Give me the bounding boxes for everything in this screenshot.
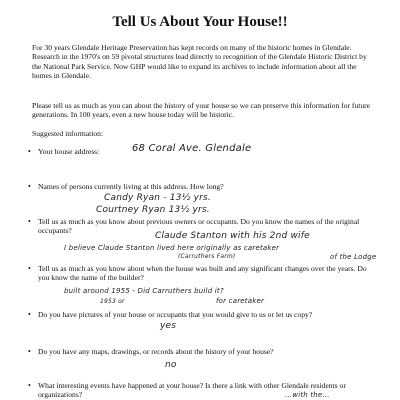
answer-maps: no [165,360,177,370]
question-text: Tell us as much as you know about when the house was built and any significant changes over the years. Do you know the name of the builder? [38,264,367,283]
question-text: Do you have pictures of your house or occupants that you would give to us or let us copy? [38,310,313,319]
bullet-icon: • [28,347,31,356]
answer-previous-1: Claude Stanton with his 2nd wife [155,231,310,241]
question-text: What interesting events have happened at your house? Is there a link with other Glendale residents or organizations? [38,381,346,400]
question-text: Names of persons currently living at this address. How long? [38,182,224,191]
bullet-icon: • [28,381,31,390]
bullet-icon: • [28,182,31,191]
answer-resident-2: Courtney Ryan 13½ yrs. [96,205,210,215]
suggested-label: Suggested information: [32,129,104,138]
answer-previous-4: of the Lodge [330,253,377,261]
answer-resident-1: Candy Ryan - 13½ yrs. [104,193,211,203]
question-text: Tell us as much as you know about previous owners or occupants. Do you know the names of the original occupants? [38,217,360,236]
answer-address: 68 Coral Ave. Glendale [132,143,252,154]
question-text: Your house address: [38,147,100,156]
answer-previous-2: I believe Claude Stanton lived here originally as caretaker [64,244,280,252]
question-text: Do you have any maps, drawings, or records about the history of your house? [38,347,274,356]
answer-built-2: 1953 or [100,298,125,305]
bullet-icon: • [28,217,31,226]
request-paragraph: Please tell us as much as you can about the history of your house so we can preserve this information for future generations. In 100 years, even a new house today will be historic. [32,101,371,120]
form-title: Tell Us About Your House!! [112,14,288,30]
bullet-icon: • [28,147,31,156]
answer-previous-3: (Carruthers Farm) [178,253,236,260]
bullet-icon: • [28,310,31,319]
answer-built-3: for caretaker [216,297,265,305]
answer-events: ...with the... [285,391,330,399]
answer-pictures: yes [160,321,177,331]
bullet-icon: • [28,264,31,273]
intro-paragraph: For 30 years Glendale Heritage Preservation has kept records on many of the historic homes in Glendale. Research in the 1970's on 59 pivotal structures lead directly to recognition of the Glendale Historic District by the National Park Service. Now GHP would like to expand its archives to include information about all the homes in Glendale. [32,43,367,81]
answer-built-1: built around 1955 - Did Carruthers build it? [64,287,224,295]
